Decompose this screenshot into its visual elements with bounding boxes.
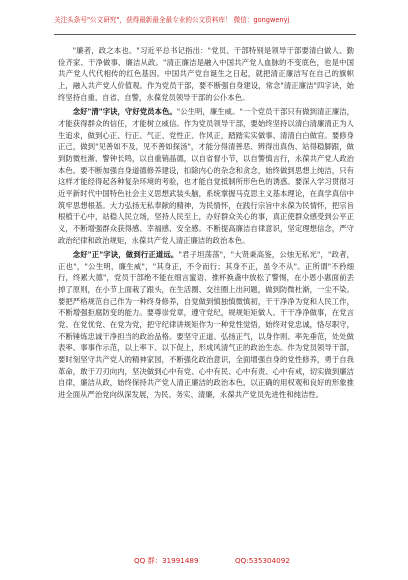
paragraph-text: "廉者，政之本也。"习近平总书记指出："党员、干部特别是领导干部要清白做人、勤俭齐家、干净做事、廉洁从政。"清正廉洁是融入中国共产党人血脉的不变底色，也是中国共产党人代代相传的红色基因。中国共产党自诞生之日起，就把清正廉洁写在自己的旗帜上，融入共产党人价值观。作为党员干部，要不断强自身建设，常念"清正廉洁"四字诀，始终坚持自重、自省、自警，永葆党员领导干部的公仆本色。 [58,46,354,102]
header-divider [54,34,356,35]
paragraph-text: "公生明，廉生威。"一个党员干部只有做到清正廉洁，才能获得群众的信任，才能树立威信。作为党员领导干部，要始终坚持以清白清廉清正为人生追求，做到心正、行正、气正、党性正、作风正，踏踏实实做事、清清白白做官。要修身正己，做到"见善如不及，见不善如探汤"，才能分得清善恶、辨得出真伪、站得稳脚跟，做到防微杜渐、警钟长鸣，以自重销晶德，以自省督小节，以自警慎言行，永葆共产党人政治本色。要不断加强自身道德修养建设，扣除内心的杂念和贪念，始终做到思想上纯洁，只有这样才能经得起各种复杂环境的考验，也才能自觉抵制所形色色的诱惑。要深入学习贯彻习近平新时代中国特色社会主义思想武装头脑，系统掌握马克思主义基本理论，在真学真信中筑牢思想根基。大力弘扬无私奉献的精神，为民情怀，在践行宗旨中永葆为民情怀，把宗旨根植于心中，站稳人民立场，坚持人民至上，办好群众关心的事，真正使群众感受到公平正义，不断增强群众获得感、幸福感、安全感。不断提高廉洁自律意识，坚定理想信念，严守政治纪律和政治规矩，永葆共产党人清正廉洁的政治本色。 [58,107,354,245]
page-footer [0,555,408,571]
footer-qq-group: QQ 群：31991489 [134,556,199,565]
page-header [0,0,408,50]
paragraph [58,249,354,401]
paragraph-text: "君子坦荡荡"，"大贤秉高鉴，公烛无私光"，"政者，正也"，"公生明，廉生威"，"其身正，不令而行；其身不正，虽令不从"。正所谓"不矜细行，终累大德"，党员干部绝不能在细言蜜语、推杯换盏中放松了警惕，在小恩小惠面前丢掉了原则，在小节上面栽了跟头，在生活圈、交往圈上出问题，做到防微杜渐，一尘不染。要把严格规范自己作为一种终身修养，自觉做到慎独慎微慎初，干干净净为党和人民工作，不断增强拒腐防变的能力。要尊崇党章，遵守党纪，规规矩矩做人、干干净净做事，在党言党、在党忧党、在党为党，把守纪律讲规矩作为一种党性觉悟，始终对党忠诚，恪尽职守，不断锤炼忠诚干净担当的政治品格。要坚守正道、弘扬正气，以身作则、率先垂范，处处做表率、事事作示范，以上率下、以下促上，形成风清气正的政治生态。作为党员领导干部，要时刻坚守共产党人的精神家园，不断强化政治意识，全面增强自身的党性修养，勇于自我革命，敢于刀刃向内，坚决做到心中有党、心中有民、心中有责、心中有戒，切实做到廉洁自律，廉洁从政，始终保持共产党人清正廉洁的政治本色，以正确的用权观和良好的形象推进全面从严治党向纵深发展，为民、务实、清廉，永葆共产党员先进性和纯洁性。 [58,250,354,400]
footer-qq-number: QQ:535304092 [235,556,290,565]
header-banner-text: 关注头条号"公文研究"，获得最新最全最专业的公文资料库！ 微信：gongwenyj [54,16,290,24]
document-body [58,45,354,540]
paragraph-lead-heading: 念好"正"字诀，做到行正道远。 [72,250,179,260]
paragraph [58,45,354,103]
paragraph-lead-heading: 念好"清"字诀，守好党员本色。 [72,107,177,117]
paragraph [58,106,354,246]
